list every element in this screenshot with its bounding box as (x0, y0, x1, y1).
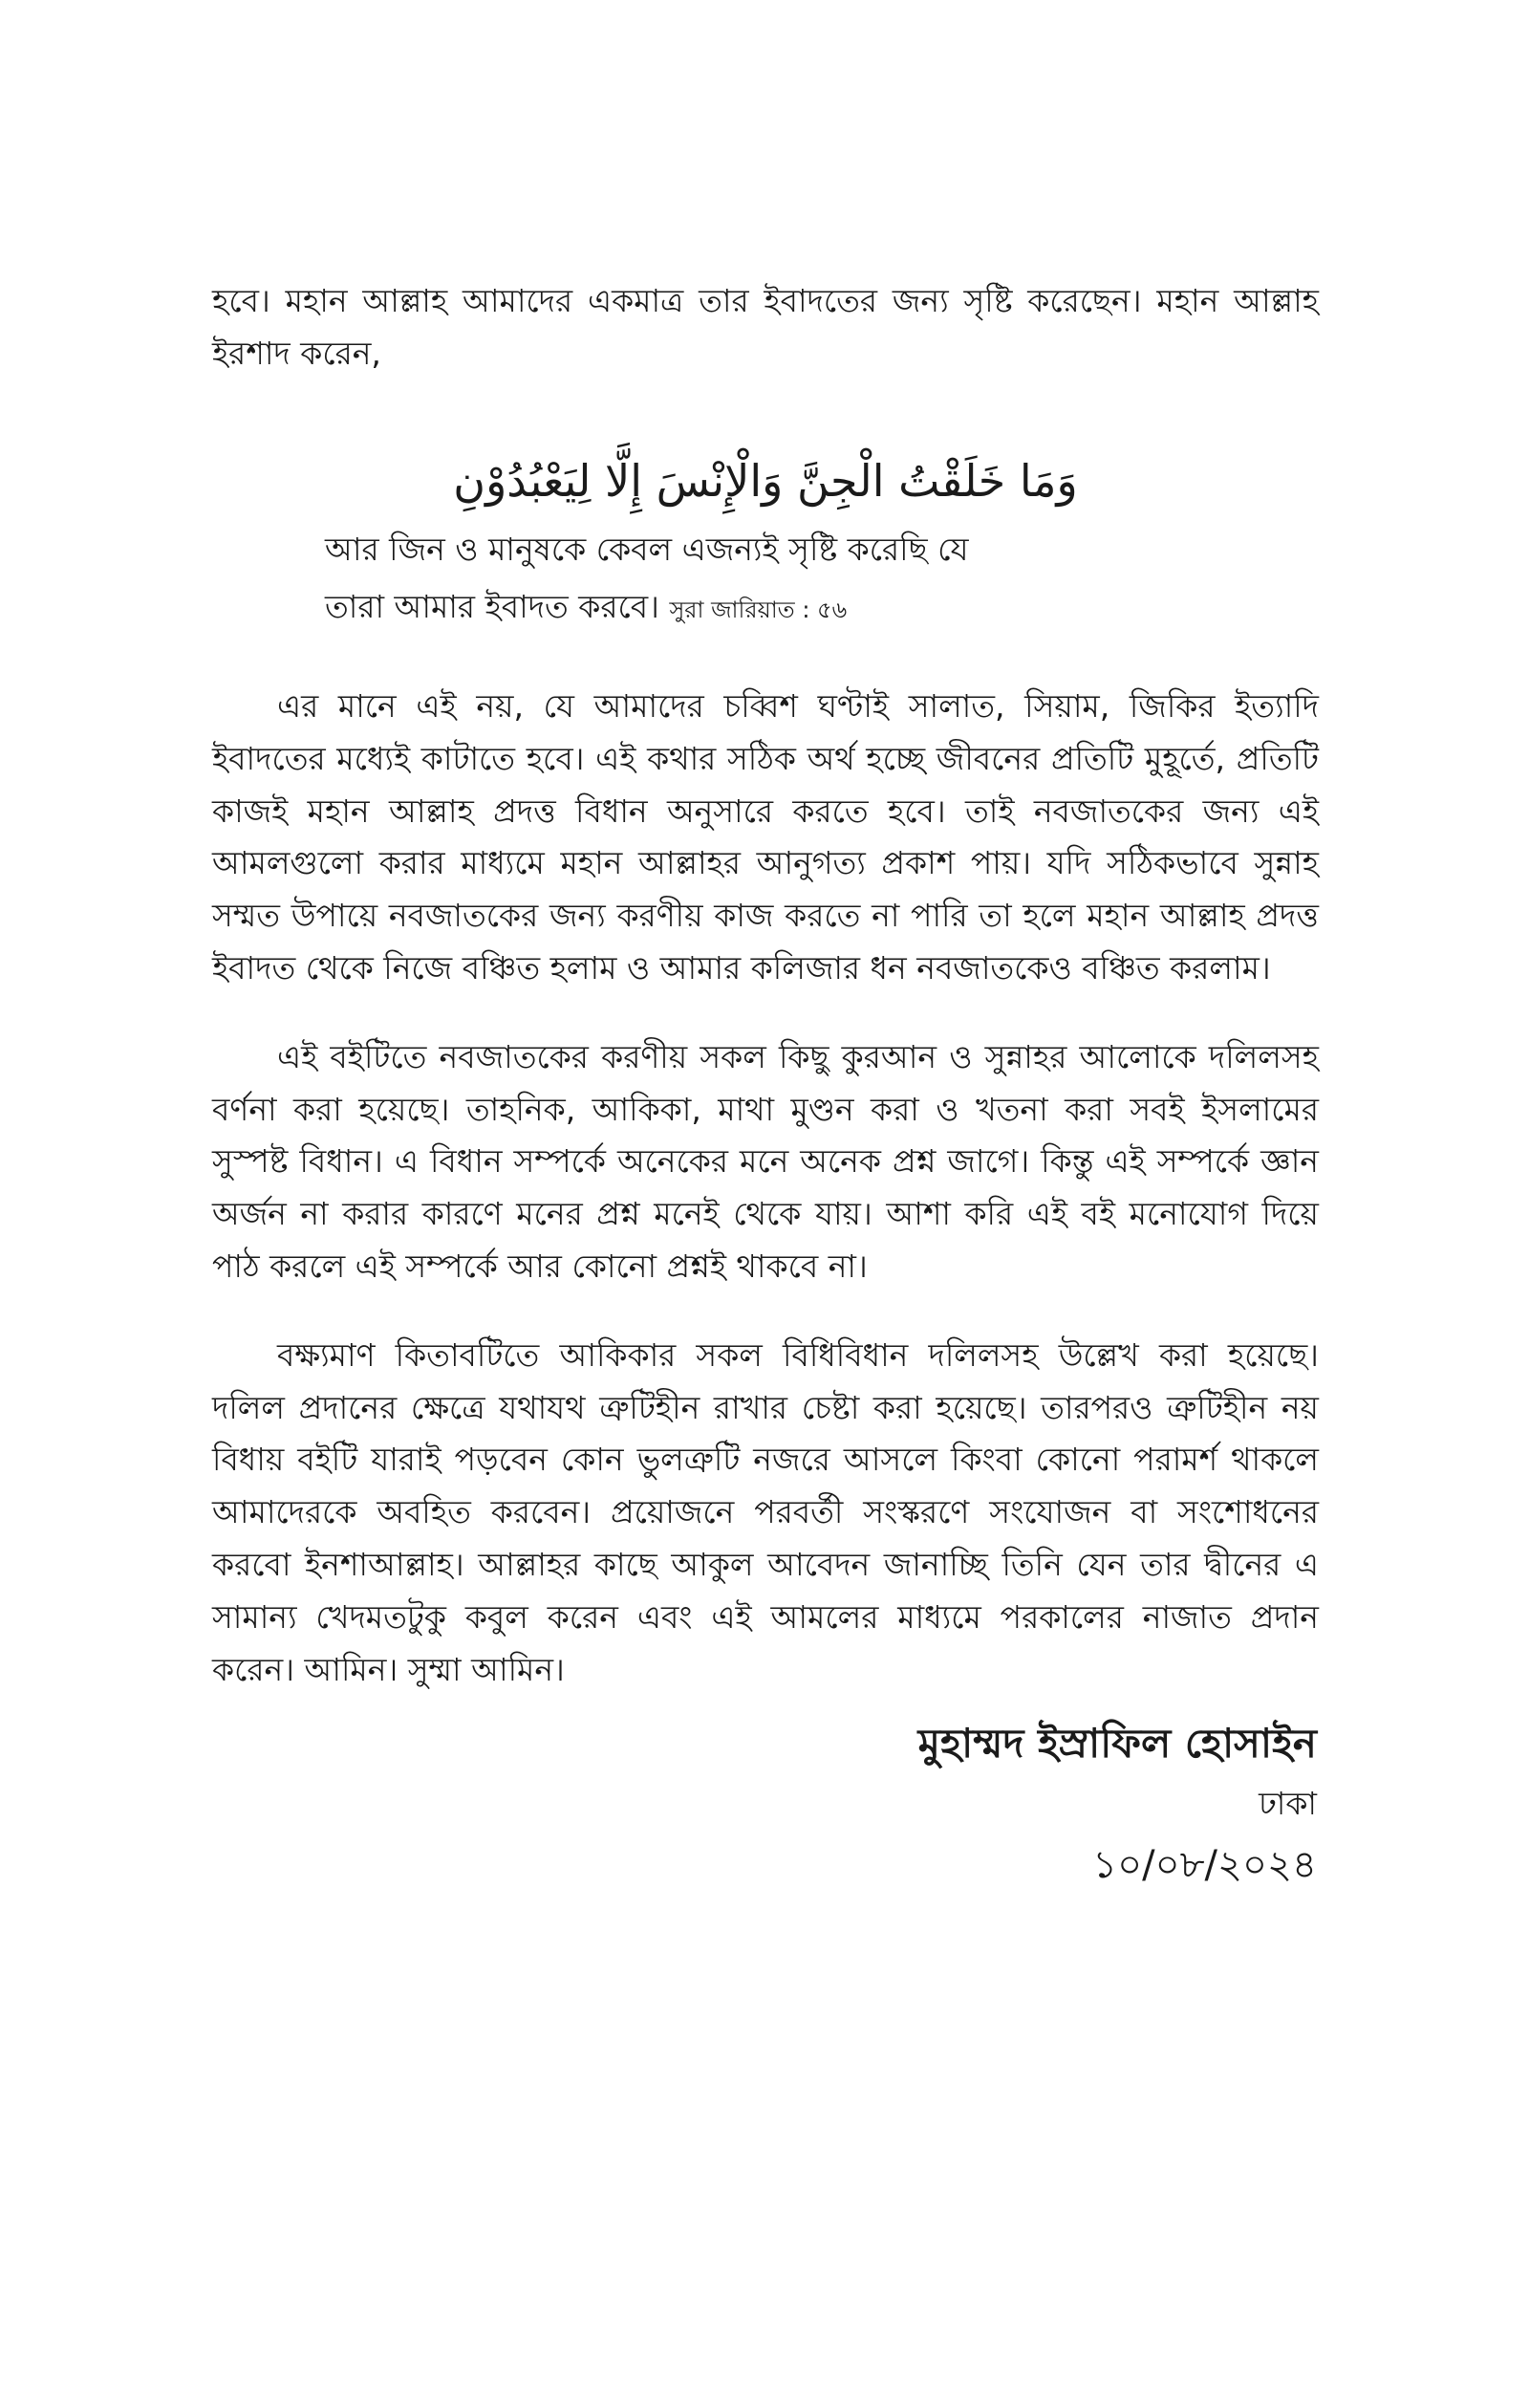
paragraph-meaning-of-ibadah: এর মানে এই নয়, যে আমাদের চব্বিশ ঘণ্টাই সালাত, সিয়াম, জিকির ইত্যাদি ইবাদতের মধ্যেই কাটাতে হবে। এই কথার সঠিক অর্থ হচ্ছে জীবনের প্রতিটি মুহূর্তে, প্রতিটি কাজই মহান আল্লাহ প্রদত্ত বিধান অনুসারে করতে হবে। তাই নবজাতকের জন্য এই আমলগুলো করার মাধ্যমে মহান আল্লাহর আনুগত্য প্রকাশ পায়। যদি সঠিকভাবে সুন্নাহ সম্মত উপায়ে নবজাতকের জন্য করণীয় কাজ করতে না পারি তা হলে মহান আল্লাহ প্রদত্ত ইবাদত থেকে নিজে বঞ্চিত হলাম ও আমার কলিজার ধন নবজাতকেও বঞ্চিত করলাম। (212, 687, 1319, 987)
intro-paragraph (212, 275, 1319, 380)
signature-date: ১০/০৮/২০২৪ (1092, 1843, 1317, 1887)
paragraph-closing-request: বক্ষ্যমাণ কিতাবটিতে আকিকার সকল বিধিবিধান দলিলসহ উল্লেখ করা হয়েছে। দলিল প্রদানের ক্ষেত্রে যথাযথ ত্রুটিহীন রাখার চেষ্টা করা হয়েছে। তারপরও ত্রুটিহীন নয় বিধায় বইটি যারাই পড়বেন কোন ভুলত্রুটি নজরে আসলে কিংবা কোনো পরামর্শ থাকলে আমাদেরকে অবহিত করবেন। প্রয়োজনে পরবর্তী সংস্করণে সংযোজন বা সংশোধনের করবো ইনশাআল্লাহ। আল্লাহর কাছে আকুল আবেদন জানাচ্ছি তিনি যেন তার দ্বীনের এ সামান্য খেদমতটুকু কবুল করেন এবং এই আমলের মাধ্যমে পরকালের নাজাত প্রদান করেন। আমিন। সুম্মা আমিন। (212, 1335, 1319, 1688)
translation-line-1: আর জিন ও মানুষকে কেবল এজন্যই সৃষ্টি করেছি যে (325, 531, 969, 568)
translation-line-2-text: তারা আমার ইবাদত করবে। (325, 588, 659, 625)
verse-reference: সুরা জারিয়াত : ৫৬ (669, 597, 848, 623)
paragraph-about-book: এই বইটিতে নবজাতকের করণীয় সকল কিছু কুরআন ও সুন্নাহর আলোকে দলিলসহ বর্ণনা করা হয়েছে। তাহনিক, আকিকা, মাথা মুণ্ডন করা ও খতনা করা সবই ইসলামের সুস্পষ্ট বিধান। এ বিধান সম্পর্কে অনেকের মনে অনেক প্রশ্ন জাগে। কিন্তু এই সম্পর্কে জ্ঞান অর্জন না করার কারণে মনের প্রশ্ন মনেই থেকে যায়। আশা করি এই বই মনোযোগ দিয়ে পাঠ করলে এই সম্পর্কে আর কোনো প্রশ্নই থাকবে না। (212, 1037, 1319, 1285)
translation-line-2 (325, 578, 1185, 639)
author-name: মুহাম্মদ ইস্রাফিল হোসাইন (917, 1720, 1317, 1767)
verse-translation (325, 521, 1185, 639)
author-place: ঢাকা (1259, 1785, 1317, 1822)
quran-verse-arabic: وَمَا خَلَقْتُ الْجِنَّ وَالْإِنْسَ إِلَّا لِيَعْبُدُوْنِ (453, 455, 1078, 507)
intro-text: হবে। মহান আল্লাহ আমাদের একমাত্র তার ইবাদতের জন্য সৃষ্টি করেছেন। মহান আল্লাহ ইরশাদ করেন, (212, 282, 1319, 372)
body-text (212, 681, 1319, 1732)
author-signature (918, 1713, 1317, 1897)
